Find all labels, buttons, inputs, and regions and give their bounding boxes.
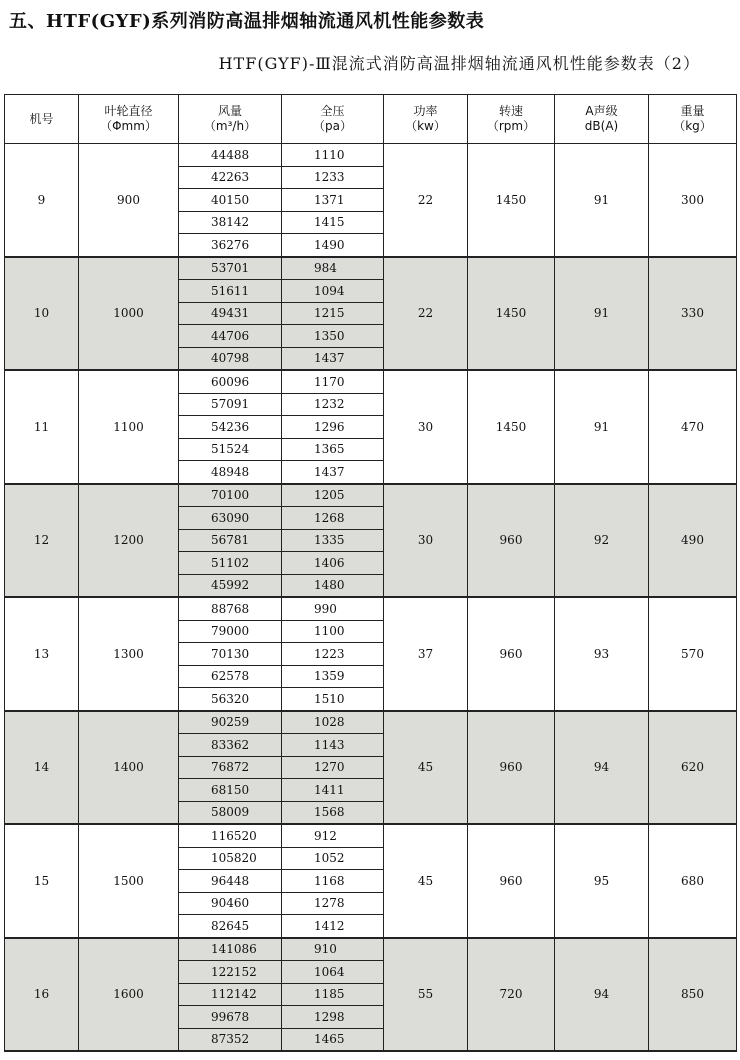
- weight-cell: 570: [649, 597, 737, 711]
- flow-cell: 53701: [179, 257, 282, 280]
- flow-cell: 116520: [179, 824, 282, 847]
- noise-cell: 94: [555, 711, 649, 825]
- table-row: [5, 824, 737, 847]
- noise-cell: 91: [555, 370, 649, 484]
- model-cell: 11: [5, 370, 79, 484]
- header-speed: 转速 （rpm）: [468, 95, 555, 144]
- model-cell: 10: [5, 257, 79, 371]
- flow-cell: 70100: [179, 484, 282, 507]
- table-row: [5, 597, 737, 620]
- table-caption: HTF(GYF)-Ⅲ混流式消防高温排烟轴流通风机性能参数表（2）: [218, 54, 700, 73]
- pressure-cell: 1335: [282, 529, 384, 552]
- pressure-cell: 1415: [282, 211, 384, 234]
- pressure-cell: 1223: [282, 643, 384, 666]
- flow-cell: 44706: [179, 325, 282, 348]
- power-cell: 30: [384, 370, 468, 484]
- flow-cell: 54236: [179, 416, 282, 439]
- table-row: [5, 938, 737, 961]
- flow-cell: 87352: [179, 1028, 282, 1051]
- pressure-cell: 1233: [282, 166, 384, 189]
- flow-cell: 36276: [179, 234, 282, 257]
- flow-cell: 99678: [179, 1006, 282, 1029]
- flow-cell: 112142: [179, 983, 282, 1006]
- weight-cell: 850: [649, 938, 737, 1052]
- flow-cell: 82645: [179, 915, 282, 938]
- flow-cell: 88768: [179, 597, 282, 620]
- flow-cell: 44488: [179, 144, 282, 167]
- model-cell: 13: [5, 597, 79, 711]
- weight-cell: 680: [649, 824, 737, 938]
- flow-cell: 57091: [179, 393, 282, 416]
- noise-cell: 93: [555, 597, 649, 711]
- pressure-cell: 1296: [282, 416, 384, 439]
- table-row: [5, 257, 737, 280]
- flow-cell: 38142: [179, 211, 282, 234]
- flow-cell: 40798: [179, 347, 282, 370]
- pressure-cell: 1365: [282, 438, 384, 461]
- pressure-cell: 1278: [282, 892, 384, 915]
- flow-cell: 51524: [179, 438, 282, 461]
- table-row: [5, 711, 737, 734]
- header-power: 功率 （kw）: [384, 95, 468, 144]
- header-noise: A声级 dB(A): [555, 95, 649, 144]
- pressure-cell: 1185: [282, 983, 384, 1006]
- flow-cell: 49431: [179, 302, 282, 325]
- pressure-cell: 1359: [282, 665, 384, 688]
- fan-performance-table: [4, 94, 737, 1052]
- pressure-cell: 1406: [282, 552, 384, 575]
- pressure-cell: 1510: [282, 688, 384, 711]
- pressure-cell: 1110: [282, 144, 384, 167]
- power-cell: 45: [384, 824, 468, 938]
- speed-cell: 1450: [468, 257, 555, 371]
- flow-cell: 70130: [179, 643, 282, 666]
- noise-cell: 95: [555, 824, 649, 938]
- pressure-cell: 1143: [282, 734, 384, 757]
- noise-cell: 91: [555, 144, 649, 257]
- flow-cell: 96448: [179, 870, 282, 893]
- model-cell: 15: [5, 824, 79, 938]
- speed-cell: 1450: [468, 370, 555, 484]
- flow-cell: 122152: [179, 961, 282, 984]
- pressure-cell: 990: [282, 597, 384, 620]
- pressure-cell: 1437: [282, 461, 384, 484]
- pressure-cell: 1480: [282, 574, 384, 597]
- pressure-cell: 910: [282, 938, 384, 961]
- diameter-cell: 1200: [79, 484, 179, 598]
- flow-cell: 56781: [179, 529, 282, 552]
- pressure-cell: 1270: [282, 756, 384, 779]
- flow-cell: 90460: [179, 892, 282, 915]
- model-cell: 9: [5, 144, 79, 257]
- pressure-cell: 1205: [282, 484, 384, 507]
- pressure-cell: 1064: [282, 961, 384, 984]
- diameter-cell: 1300: [79, 597, 179, 711]
- diameter-cell: 1000: [79, 257, 179, 371]
- pressure-cell: 1465: [282, 1028, 384, 1051]
- weight-cell: 330: [649, 257, 737, 371]
- power-cell: 37: [384, 597, 468, 711]
- table-row: [5, 370, 737, 393]
- weight-cell: 490: [649, 484, 737, 598]
- diameter-cell: 1100: [79, 370, 179, 484]
- pressure-cell: 1298: [282, 1006, 384, 1029]
- pressure-cell: 1028: [282, 711, 384, 734]
- pressure-cell: 984: [282, 257, 384, 280]
- flow-cell: 48948: [179, 461, 282, 484]
- pressure-cell: 1100: [282, 620, 384, 643]
- pressure-cell: 1052: [282, 847, 384, 870]
- flow-cell: 90259: [179, 711, 282, 734]
- pressure-cell: 1412: [282, 915, 384, 938]
- speed-cell: 1450: [468, 144, 555, 257]
- table-body: [5, 144, 737, 1052]
- flow-cell: 60096: [179, 370, 282, 393]
- header-flow: 风量 （m³/h）: [179, 95, 282, 144]
- flow-cell: 51611: [179, 280, 282, 303]
- diameter-cell: 900: [79, 144, 179, 257]
- flow-cell: 40150: [179, 189, 282, 212]
- flow-cell: 68150: [179, 779, 282, 802]
- pressure-cell: 912: [282, 824, 384, 847]
- power-cell: 22: [384, 257, 468, 371]
- flow-cell: 76872: [179, 756, 282, 779]
- weight-cell: 300: [649, 144, 737, 257]
- pressure-cell: 1232: [282, 393, 384, 416]
- pressure-cell: 1568: [282, 801, 384, 824]
- diameter-cell: 1400: [79, 711, 179, 825]
- speed-cell: 960: [468, 824, 555, 938]
- flow-cell: 141086: [179, 938, 282, 961]
- weight-cell: 620: [649, 711, 737, 825]
- speed-cell: 960: [468, 484, 555, 598]
- pressure-cell: 1268: [282, 507, 384, 530]
- pressure-cell: 1168: [282, 870, 384, 893]
- power-cell: 55: [384, 938, 468, 1052]
- model-cell: 16: [5, 938, 79, 1052]
- model-cell: 12: [5, 484, 79, 598]
- pressure-cell: 1094: [282, 280, 384, 303]
- table-header-row: [5, 95, 737, 144]
- noise-cell: 92: [555, 484, 649, 598]
- speed-cell: 960: [468, 597, 555, 711]
- speed-cell: 960: [468, 711, 555, 825]
- diameter-cell: 1500: [79, 824, 179, 938]
- flow-cell: 45992: [179, 574, 282, 597]
- pressure-cell: 1411: [282, 779, 384, 802]
- diameter-cell: 1600: [79, 938, 179, 1052]
- pressure-cell: 1371: [282, 189, 384, 212]
- pressure-cell: 1350: [282, 325, 384, 348]
- pressure-cell: 1490: [282, 234, 384, 257]
- power-cell: 22: [384, 144, 468, 257]
- flow-cell: 62578: [179, 665, 282, 688]
- flow-cell: 58009: [179, 801, 282, 824]
- header-diameter: 叶轮直径 （Φmm）: [79, 95, 179, 144]
- noise-cell: 91: [555, 257, 649, 371]
- header-pressure: 全压 （pa）: [282, 95, 384, 144]
- speed-cell: 720: [468, 938, 555, 1052]
- power-cell: 45: [384, 711, 468, 825]
- table-row: [5, 484, 737, 507]
- pressure-cell: 1215: [282, 302, 384, 325]
- flow-cell: 63090: [179, 507, 282, 530]
- power-cell: 30: [384, 484, 468, 598]
- header-weight: 重量 （kg）: [649, 95, 737, 144]
- flow-cell: 79000: [179, 620, 282, 643]
- document-heading: 五、HTF(GYF)系列消防高温排烟轴流通风机性能参数表: [9, 11, 485, 32]
- flow-cell: 51102: [179, 552, 282, 575]
- pressure-cell: 1437: [282, 347, 384, 370]
- weight-cell: 470: [649, 370, 737, 484]
- header-model: 机号: [5, 95, 79, 144]
- flow-cell: 56320: [179, 688, 282, 711]
- pressure-cell: 1170: [282, 370, 384, 393]
- model-cell: 14: [5, 711, 79, 825]
- flow-cell: 105820: [179, 847, 282, 870]
- table-row: [5, 144, 737, 167]
- flow-cell: 83362: [179, 734, 282, 757]
- flow-cell: 42263: [179, 166, 282, 189]
- noise-cell: 94: [555, 938, 649, 1052]
